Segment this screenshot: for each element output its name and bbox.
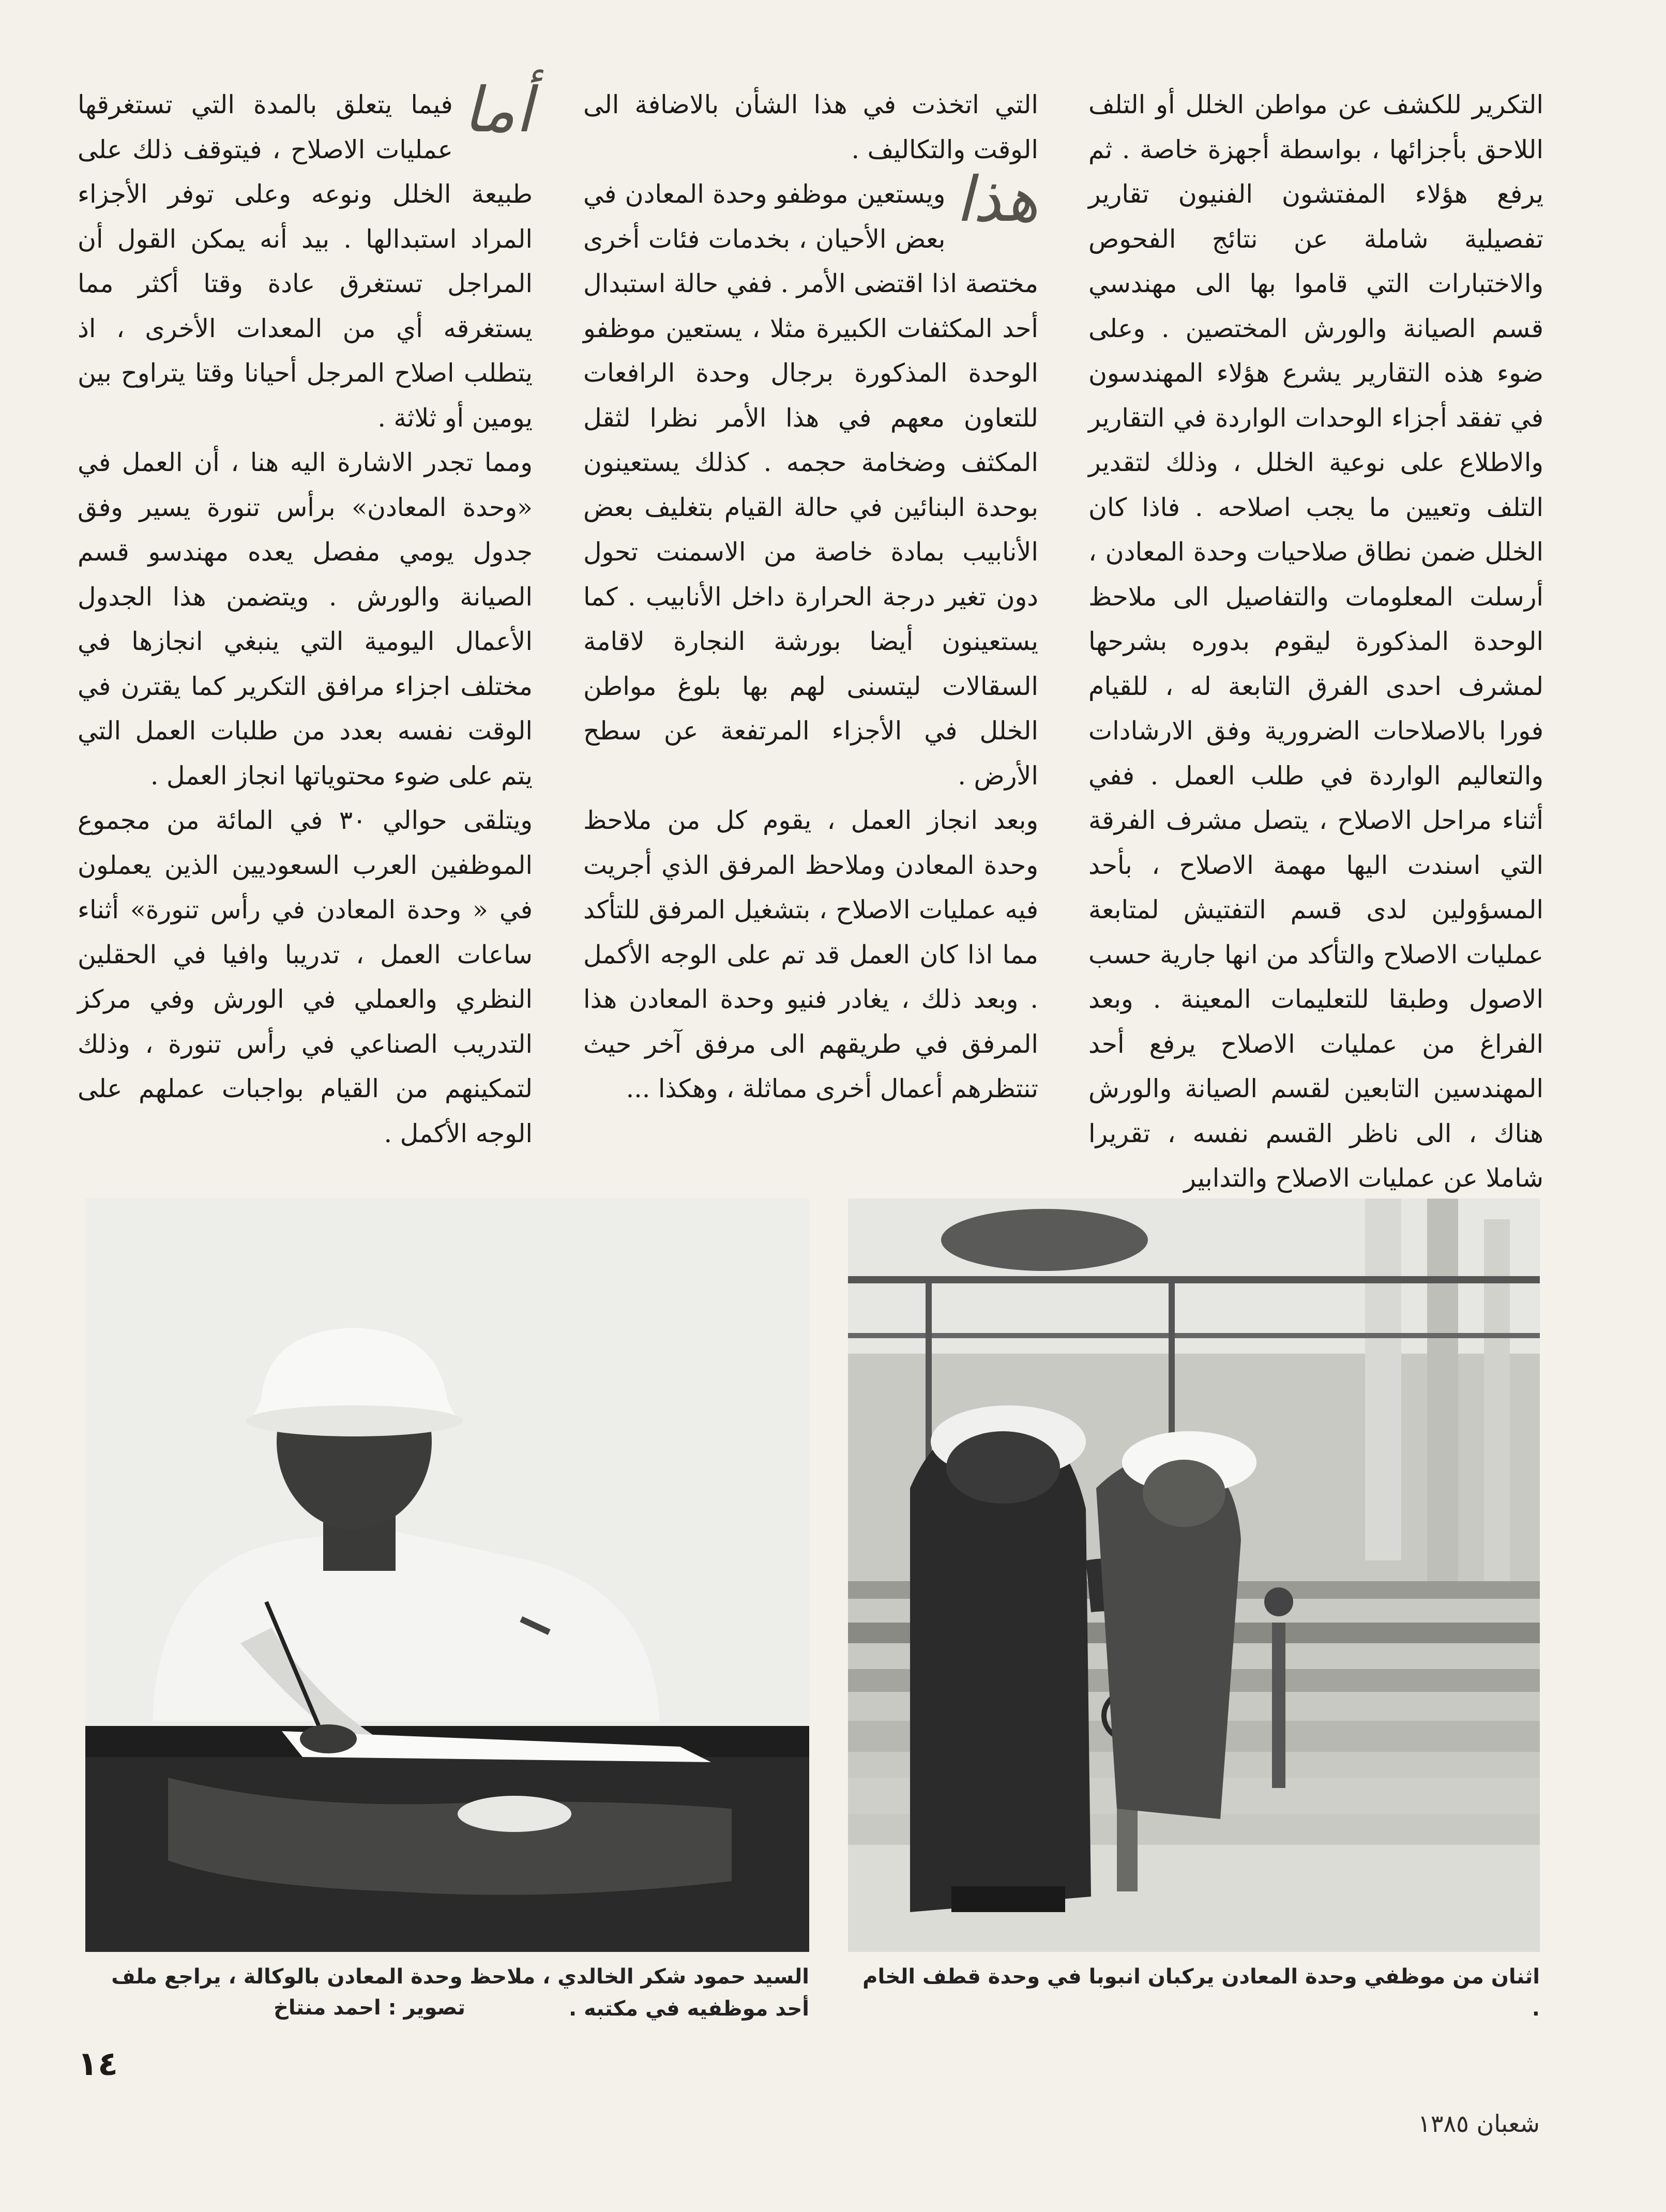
paragraph: وبعد انجاز العمل ، يقوم كل من ملاحظ وحدة المعادن وملاحظ المرفق الذي أجريت فيه عمليات الاصلاح ، بتشغيل المرفق للتأكد مما اذا كان العمل قد تم على الوجه الأكمل . وبعد ذلك ، يغادر فنيو وحدة المعادن هذا المرفق في طريقهم الى مرفق آخر حيث تنتظرهم أعمال أخرى مماثلة ، وهكذا ... bbox=[583, 806, 1038, 1103]
paragraph: التكرير للكشف عن مواطن الخلل أو التلف اللاحق بأجزائها ، بواسطة أجهزة خاصة . ثم يرفع هؤلاء المفتشون الفنيون تقارير تفصيلية شاملة عن نتائج الفحوص والاختبارات التي قاموا بها الى مهندسي قسم الصيانة والورش المختصين . وعلى ضوء هذه التقارير يشرع هؤلاء المهندسون في تفقد أجزاء الوحدات الواردة في التقارير والاطلاع على نوعية الخلل ، وذلك لتقدير التلف وتعيين ما يجب اصلاحه . فاذا كان الخلل ضمن نطاق صلاحيات وحدة المعادن ، أرسلت المعلومات والتفاصيل الى ملاحظ الوحدة المذكورة ليقوم بدوره بشرحها لمشرف احدى الفرق التابعة له ، للقيام فورا بالاصلاحات الضرورية وفق الارشادات والتعاليم الواردة في طلب العمل . ففي أثناء مراحل الاصلاح ، يتصل مشرف الفرقة التي اسندت اليها مهمة الاصلاح ، بأحد المسؤولين لدى قسم التفتيش لمتابعة عمليات الاصلاح والتأكد من انها جارية حسب الاصول وطبقا للتعليمات المعينة . وبعد الفراغ من عمليات الاصلاح يرفع أحد المهندسين التابعين لقسم الصيانة والورش هناك ، الى ناظر القسم نفسه ، تقريرا شاملا عن عمليات الاصلاح والتدابير bbox=[1088, 90, 1543, 1193]
paragraph-text: ويستعين موظفو وحدة المعادن في بعض الأحيان ، بخدمات فئات أخرى مختصة اذا اقتضى الأمر . ففي حالة استبدال أحد المكثفات الكبيرة مثلا ، يستعين موظفو الوحدة المذكورة برجال وحدة الرافعات للتعاون معهم في هذا الأمر نظرا لثقل المكثف وضخامة حجمه . كذلك يستعينون بوحدة البنائين في حالة القيام بتغليف بعض الأنابيب بمادة خاصة من الاسمنت تحول دون تغير درجة الحرارة داخل الأنابيب . كما يستعينون أيضا بورشة النجارة لاقامة السقالات ليتسنى لهم بها بلوغ مواطن الخلل في الأجزاء المرتفعة عن سطح الأرض . bbox=[583, 179, 1038, 791]
paragraph-text: فيما يتعلق بالمدة التي تستغرقها عمليات الاصلاح ، فيتوقف ذلك على طبيعة الخلل ونوعه وعلى توفر الأجزاء المراد استبدالها . بيد أنه يمكن القول أن المراجل تستغرق عادة وقتا أكثر مما يستغرقه أي من المعدات الأخرى ، اذ يتطلب اصلاح المرجل أحيانا وقتا يتراوح بين يومين أو ثلاثة . bbox=[78, 90, 533, 433]
caption-left: السيد حمود شكر الخالدي ، ملاحظ وحدة المعادن بالوكالة ، يراجع ملف أحد موظفيه في مكتبه . bbox=[111, 1965, 809, 2021]
photo-credit: تصوير : احمد منتاخ bbox=[274, 1996, 465, 2020]
workers-pipe-illustration bbox=[848, 1199, 1540, 1952]
paragraph-with-drop-word bbox=[78, 74, 533, 441]
drop-word: هذا bbox=[956, 164, 1038, 236]
text-column-middle bbox=[583, 83, 1038, 1103]
text-column-right bbox=[1088, 83, 1543, 1193]
workers-pipe-photo bbox=[848, 1199, 1540, 1952]
desk-photo bbox=[85, 1199, 809, 1952]
paragraph: ويتلقى حوالي ٣٠ في المائة من مجموع الموظفين العرب السعوديين الذين يعملون في « وحدة المعادن في رأس تنورة» أثناء ساعات العمل ، تدريبا وافيا في الحقلين النظري والعملي في الورش وفي مركز التدريب الصناعي في رأس تنورة ، وذلك لتمكينهم من القيام بواجبات عملهم على الوجه الأكمل . bbox=[78, 806, 533, 1148]
man-at-desk-illustration bbox=[85, 1199, 809, 1952]
drop-word: أما bbox=[463, 74, 533, 146]
text-column-left bbox=[78, 74, 533, 1148]
paragraph-with-drop-word bbox=[583, 164, 1038, 798]
paragraph: ومما تجدر الاشارة اليه هنا ، أن العمل في «وحدة المعادن» برأس تنورة يسير وفق جدول يومي مفصل يعده مهندسو قسم الصيانة والورش . ويتضمن هذا الجدول الأعمال اليومية التي ينبغي انجازها في مختلف اجزاء مرافق التكرير كما يقترن في الوقت نفسه بعدد من طلبات العمل التي يتم على ضوء محتوياتها انجاز العمل . bbox=[78, 448, 533, 791]
caption-right: اثنان من موظفي وحدة المعادن يركبان انبوبا في وحدة قطف الخام . bbox=[862, 1965, 1540, 2021]
page-number: ١٤ bbox=[78, 2045, 118, 2083]
paragraph: التي اتخذت في هذا الشأن بالاضافة الى الوقت والتكاليف . bbox=[583, 90, 1038, 164]
issue-date: شعبان ١٣٨٥ bbox=[1418, 2110, 1540, 2138]
